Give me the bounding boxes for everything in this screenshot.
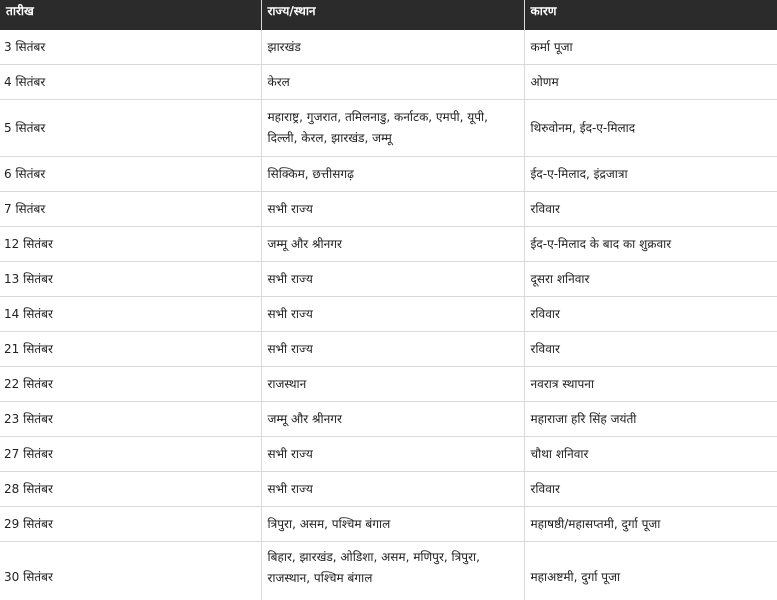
cell-state: राजस्थान: [261, 367, 524, 402]
cell-state: जम्मू और श्रीनगर: [261, 227, 524, 262]
header-date: तारीख: [0, 0, 261, 30]
cell-reason: रविवार: [524, 472, 777, 507]
cell-date: 14 सितंबर: [0, 297, 261, 332]
header-row: [0, 0, 777, 30]
cell-date: 27 सितंबर: [0, 437, 261, 472]
table-row: [0, 262, 777, 297]
cell-reason: ईद-ए-मिलाद, इंद्रजात्रा: [524, 157, 777, 192]
cell-reason: महाअष्टमी, दुर्गा पूजा: [524, 542, 777, 600]
table-row: [0, 297, 777, 332]
cell-date: 29 सितंबर: [0, 507, 261, 542]
cell-reason: महाराजा हरि सिंह जयंती: [524, 402, 777, 437]
table-row: [0, 542, 777, 600]
cell-date: 13 सितंबर: [0, 262, 261, 297]
cell-date: 4 सितंबर: [0, 65, 261, 100]
table-row: [0, 402, 777, 437]
cell-state: महाराष्ट्र, गुजरात, तमिलनाडु, कर्नाटक, एमपी, यूपी, दिल्ली, केरल, झारखंड, जम्मू: [261, 100, 524, 157]
cell-state: सभी राज्य: [261, 332, 524, 367]
table-row: [0, 65, 777, 100]
table-row: [0, 507, 777, 542]
cell-reason: चौथा शनिवार: [524, 437, 777, 472]
header-reason: कारण: [524, 0, 777, 30]
table-row: [0, 472, 777, 507]
cell-state: सिक्किम, छत्तीसगढ़: [261, 157, 524, 192]
cell-state: बिहार, झारखंड, ओडिशा, असम, मणिपुर, त्रिपुरा, राजस्थान, पश्चिम बंगाल: [261, 542, 524, 600]
table-row: [0, 100, 777, 157]
cell-date: 6 सितंबर: [0, 157, 261, 192]
cell-state: सभी राज्य: [261, 437, 524, 472]
table-row: [0, 157, 777, 192]
cell-reason: महाषष्ठी/महासप्तमी, दुर्गा पूजा: [524, 507, 777, 542]
cell-reason: ओणम: [524, 65, 777, 100]
cell-state: झारखंड: [261, 30, 524, 65]
cell-reason: ईद-ए-मिलाद के बाद का शुक्रवार: [524, 227, 777, 262]
cell-state: सभी राज्य: [261, 192, 524, 227]
cell-state: सभी राज्य: [261, 472, 524, 507]
cell-date: 28 सितंबर: [0, 472, 261, 507]
cell-date: 7 सितंबर: [0, 192, 261, 227]
header-state: राज्य/स्थान: [261, 0, 524, 30]
table-row: [0, 437, 777, 472]
cell-state: जम्मू और श्रीनगर: [261, 402, 524, 437]
cell-state: सभी राज्य: [261, 297, 524, 332]
cell-reason: दूसरा शनिवार: [524, 262, 777, 297]
table-row: [0, 30, 777, 65]
cell-date: 12 सितंबर: [0, 227, 261, 262]
cell-date: 22 सितंबर: [0, 367, 261, 402]
table-row: [0, 367, 777, 402]
cell-date: 5 सितंबर: [0, 100, 261, 157]
cell-state: सभी राज्य: [261, 262, 524, 297]
cell-reason: रविवार: [524, 297, 777, 332]
cell-reason: थिरुवोनम, ईद-ए-मिलाद: [524, 100, 777, 157]
table-row: [0, 227, 777, 262]
cell-state: केरल: [261, 65, 524, 100]
cell-reason: रविवार: [524, 332, 777, 367]
cell-reason: नवरात्र स्थापना: [524, 367, 777, 402]
cell-state: त्रिपुरा, असम, पश्चिम बंगाल: [261, 507, 524, 542]
table-row: [0, 192, 777, 227]
cell-reason: कर्मा पूजा: [524, 30, 777, 65]
cell-date: 21 सितंबर: [0, 332, 261, 367]
table-row: [0, 332, 777, 367]
cell-date: 30 सितंबर: [0, 542, 261, 600]
cell-reason: रविवार: [524, 192, 777, 227]
cell-date: 3 सितंबर: [0, 30, 261, 65]
cell-date: 23 सितंबर: [0, 402, 261, 437]
